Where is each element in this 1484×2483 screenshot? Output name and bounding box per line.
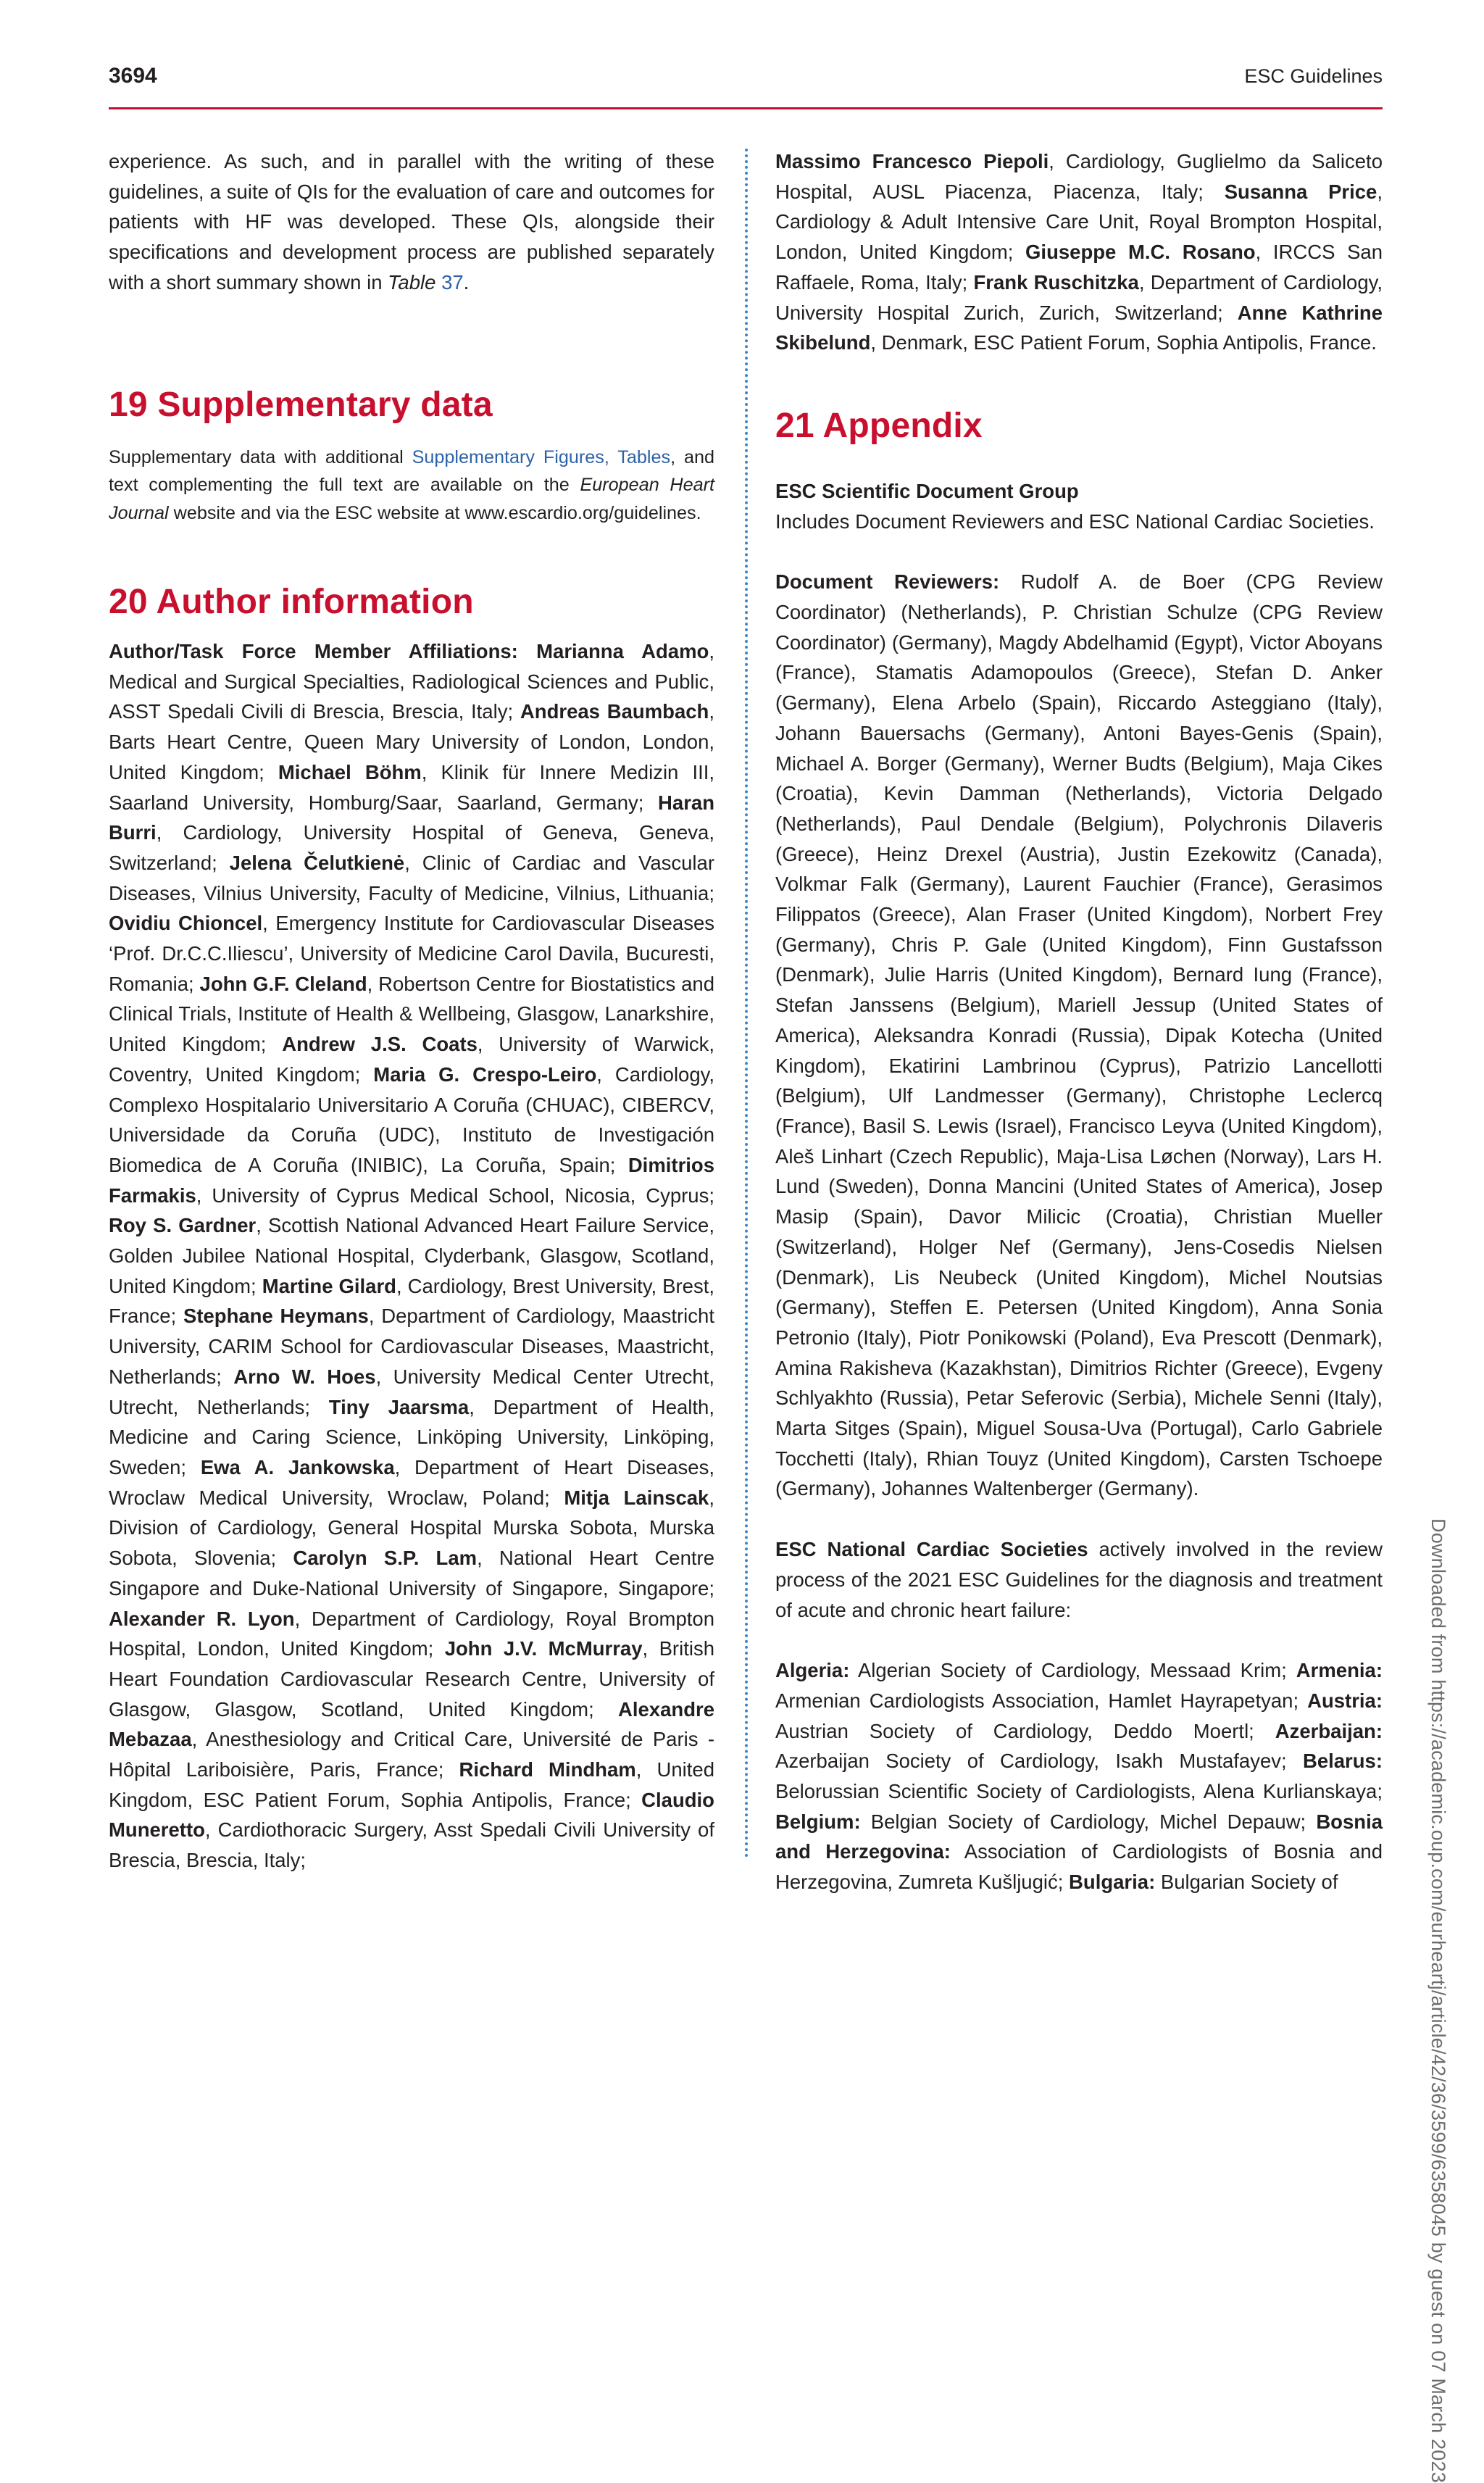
author-affiliation: , Department of Heart Diseases, Wroclaw Medical University, Wroclaw, Poland; (109, 1456, 714, 1509)
author-name: Maria G. Crespo-Leiro (373, 1062, 597, 1086)
author-name: Arno W. Hoes (233, 1365, 376, 1388)
table-37-link[interactable]: 37 (441, 270, 464, 294)
author-affiliation: , University Medical Center Utrecht, Utrecht, Netherlands; (109, 1365, 715, 1418)
page-number: 3694 (109, 64, 157, 88)
author-name: John J.V. McMurray (444, 1637, 643, 1660)
society-detail: Belorussian Scientific Society of Cardiologists, Alena Kurlianskaya; (775, 1780, 1383, 1803)
section-20-heading: 20 Author information (109, 583, 474, 622)
author-affiliation: , Klinik für Innere Medizin III, Saarland University, Homburg/Saar, Saarland, Germany; (109, 760, 715, 814)
journal-name: European Heart Journal (109, 475, 715, 523)
page-header (109, 59, 1383, 103)
society-detail: Bulgarian Society of (1155, 1871, 1338, 1894)
author-affiliation: , Robertson Centre for Biostatistics and Clinical Trials, Institute of Health & Wellbeing, Glasgow, Lanarkshire, United Kingdom; (109, 972, 715, 1056)
society-detail: Belgian Society of Cardiology, Michel Depauw; (860, 1810, 1317, 1833)
author-name: Frank Ruschitzka (973, 270, 1139, 294)
section-19-heading: 19 Supplementary data (109, 385, 493, 424)
author-affiliation: , United Kingdom, ESC Patient Forum, Sophia Antipolis, France; (109, 1758, 714, 1811)
author-name: Haran Burri (109, 791, 714, 844)
author-name: Roy S. Gardner (109, 1214, 257, 1237)
author-name: Anne Kathrine Skibelund (775, 301, 1383, 354)
author-name: Mitja Lainscak (564, 1486, 709, 1509)
society-country: Belarus: (1302, 1750, 1383, 1773)
left-column (109, 146, 714, 1876)
header-rule (109, 107, 1383, 109)
society-country: Algeria: (775, 1659, 850, 1682)
author-affiliation: , Medical and Surgical Specialties, Radiological Sciences and Public, ASST Spedali Civili di Brescia, Brescia, Italy; (109, 640, 714, 723)
author-affiliation: , Cardiology & Adult Intensive Care Unit, Royal Brompton Hospital, London, United Kingdom; (775, 180, 1383, 264)
author-affiliation: , Cardiology, Complexo Hospitalario Universitario A Coruña (CHUAC), CIBERCV, Universidade da Coruña (UDC), Instituto de Investigación Biomedica de A Coruña (INIBIC), La Coruña, Spain; (109, 1062, 714, 1176)
author-affiliation: , Emergency Institute for Cardiovascular Diseases ‘Prof. Dr.C.C.Iliescu’, University of Medicine Carol Davila, Bucuresti, Romania; (109, 912, 714, 995)
author-affiliation: , Barts Heart Centre, Queen Mary University of London, London, United Kingdom; (109, 700, 714, 783)
intro-paragraph: experience. As such, and in parallel with the writing of these guidelines, a suite of QIs for the evaluation of care and outcomes for patients with HF was developed. These QIs, alongside their specifications and development process are published separately with a short summary shown in Table 37. (109, 150, 714, 294)
author-name: Martine Gilard (262, 1274, 396, 1297)
author-name: Dimitrios Farmakis (109, 1153, 714, 1207)
document-group-title: ESC Scientific Document Group (775, 479, 1079, 502)
section-21-heading: 21 Appendix (775, 406, 983, 445)
author-name: Richard Mindham (459, 1758, 636, 1781)
author-affiliation: , British Heart Foundation Cardiovascular Research Centre, University of Glasgow, Glasgow, Scotland, United Kingdom; (109, 1637, 714, 1721)
download-watermark: Downloaded from https://academic.oup.com/eurheartj/article/42/36/3599/6358045 by guest on 07 March 2023 (1427, 1518, 1449, 2483)
document-group (775, 476, 1383, 536)
running-title: ESC Guidelines (1244, 65, 1383, 87)
author-name: Ewa A. Jankowska (200, 1456, 395, 1478)
society-country: Azerbaijan: (1275, 1719, 1383, 1742)
affiliations-label: Author/Task Force Member Affiliations: (109, 640, 518, 663)
author-affiliation: , Department of Health, Medicine and Caring Science, Linköping University, Linköping, Sweden; (109, 1395, 714, 1478)
table-ref-word: Table (388, 270, 436, 294)
society-country: Austria: (1307, 1689, 1383, 1712)
society-detail: Algerian Society of Cardiology, Messaad Krim; (849, 1659, 1296, 1682)
author-name: Andrew J.S. Coats (282, 1033, 478, 1056)
supplementary-paragraph: Supplementary data with additional Supplementary Figures, Tables, and text complementing the full text are available on the European Heart Journal website and via the ESC website at www.escardio.org/guidelines. (109, 446, 715, 523)
supplementary-link[interactable]: Supplementary Figures, Tables (412, 446, 671, 467)
society-detail: Association of Cardiologists of Bosnia and Herzegovina, Zumreta Kušljugić; (775, 1840, 1383, 1894)
national-societies-intro: ESC National Cardiac Societies actively involved in the review process of the 2021 ESC Guidelines for the diagnosis and treatment of acute and chronic heart failure: (775, 1538, 1383, 1621)
author-affiliation: , Cardiothoracic Surgery, Asst Spedali Civili University of Brescia, Brescia, Italy; (109, 1818, 714, 1872)
author-name: Jelena Čelutkienė (229, 851, 405, 874)
author-affiliation: , Department of Cardiology, University Hospital Zurich, Zurich, Switzerland; (775, 270, 1383, 324)
author-name: Carolyn S.P. Lam (293, 1547, 478, 1570)
society-country: Bosnia and Herzegovina: (775, 1810, 1383, 1863)
author-name: Alexandre Mebazaa (109, 1697, 714, 1751)
society-country: Belgium: (775, 1810, 861, 1833)
author-affiliation: , Department of Cardiology, Maastricht University, CARIM School for Cardiovascular Diseases, Maastricht, Netherlands; (109, 1305, 714, 1388)
author-affiliation: , Division of Cardiology, General Hospital Murska Sobota, Murska Sobota, Slovenia; (109, 1486, 714, 1570)
society-detail: Azerbaijan Society of Cardiology, Isakh Mustafayev; (775, 1750, 1303, 1773)
author-affiliation: , University of Warwick, Coventry, United Kingdom; (109, 1033, 714, 1086)
author-name: Michael Böhm (278, 760, 422, 783)
author-affiliation: , Cardiology, Guglielmo da Saliceto Hospital, AUSL Piacenza, Piacenza, Italy; (775, 150, 1383, 203)
society-detail: Austrian Society of Cardiology, Deddo Moertl; (775, 1719, 1275, 1742)
society-country: Bulgaria: (1069, 1871, 1156, 1894)
society-detail: Armenian Cardiologists Association, Hamlet Hayrapetyan; (775, 1689, 1308, 1712)
author-name: Andreas Baumbach (520, 700, 709, 723)
author-name: Alexander R. Lyon (109, 1607, 295, 1630)
author-affiliation: , Department of Cardiology, Royal Brompton Hospital, London, United Kingdom; (109, 1607, 714, 1660)
column-divider (745, 149, 748, 1859)
author-affiliation: , Clinic of Cardiac and Vascular Diseases, Vilnius University, Faculty of Medicine, Vilnius, Lithuania; (109, 851, 714, 904)
author-name: Giuseppe M.C. Rosano (1025, 241, 1256, 264)
author-affiliations (109, 636, 714, 1876)
author-name: John G.F. Cleland (199, 972, 367, 995)
author-affiliation: , Anesthesiology and Critical Care, Université de Paris - Hôpital Lariboisière, Paris, France; (109, 1728, 714, 1781)
author-affiliation: , Cardiology, University Hospital of Geneva, Geneva, Switzerland; (109, 821, 714, 874)
national-societies-list (775, 1655, 1383, 1897)
author-name: Claudio Muneretto (109, 1788, 714, 1842)
document-reviewers (775, 567, 1383, 1504)
author-affiliation: , IRCCS San Raffaele, Roma, Italy; (775, 241, 1383, 294)
author-affiliation: , Denmark, ESC Patient Forum, Sophia Antipolis, France. (870, 331, 1377, 354)
author-affiliation: , Cardiology, Brest University, Brest, France; (109, 1274, 714, 1328)
author-affiliation: , National Heart Centre Singapore and Duke-National University of Singapore, Singapore; (109, 1547, 714, 1600)
right-column (775, 146, 1383, 1897)
author-name: Stephane Heymans (183, 1305, 369, 1328)
author-name: Massimo Francesco Piepoli (775, 150, 1049, 172)
author-affiliation: , Scottish National Advanced Heart Failure Service, Golden Jubilee National Hospital, Clyderbank, Glasgow, Scotland, United Kingdom; (109, 1214, 714, 1297)
author-name: Susanna Price (1224, 180, 1377, 203)
reviewers-label: Document Reviewers: (775, 570, 1000, 594)
author-affiliations-continued (775, 146, 1383, 358)
author-name: Tiny Jaarsma (328, 1395, 470, 1418)
author-name: Ovidiu Chioncel (109, 912, 263, 935)
author-affiliation: , University of Cyprus Medical School, Nicosia, Cyprus; (196, 1184, 714, 1207)
reviewers-list: Rudolf A. de Boer (CPG Review Coordinator) (Netherlands), P. Christian Schulze (CPG Review Coordinator) (Germany), Magdy Abdelhamid (Egypt), Victor Aboyans (France), Stamatis Adamopoulos (Greece), Stefan D. Anker (Germany), Elena Arbelo (Spain), Riccardo Asteggiano (Italy), Johann Bauersachs (Germany), Antoni Bayes-Genis (Spain), Michael A. Borger (Germany), Werner Budts (Belgium), Maja Cikes (Croatia), Kevin Damman (Netherlands), Victoria Delgado (Netherlands), Paul Dendale (Belgium), Polychronis Dilaveris (Greece), Heinz Drexel (Austria), Justin Ezekowitz (Canada), Volkmar Falk (Germany), Laurent Fauchier (France), Gerasimos Filippatos (Greece), Alan Fraser (United Kingdom), Norbert Frey (Germany), Chris P. Gale (United Kingdom), Finn Gustafsson (Denmark), Julie Harris (United Kingdom), Bernard Iung (France), Stefan Janssens (Belgium), Mariell Jessup (United States of America), Aleksandra Konradi (Russia), Dipak Kotecha (United Kingdom), Ekatirini Lambrinou (Cyprus), Patrizio Lancellotti (Belgium), Ulf Landmesser (Germany), Christophe Leclercq (France), Basil S. Lewis (Israel), Francisco Leyva (United Kingdom), Aleš Linhart (Czech Republic), Maja-Lisa Løchen (Norway), Lars H. Lund (Sweden), Donna Mancini (United States of America), Josep Masip (Spain), Davor Milicic (Croatia), Christian Mueller (Switzerland), Holger Nef (Germany), Jens-Cosedis Nielsen (Denmark), Lis Neubeck (United Kingdom), Michel Noutsias (Germany), Steffen E. Petersen (United Kingdom), Anna Sonia Petronio (Italy), Piotr Ponikowski (Poland), Eva Prescott (Denmark), Amina Rakisheva (Kazakhstan), Dimitrios Richter (Greece), Evgeny Schlyakhto (Russia), Petar Seferovic (Serbia), Michele Senni (Italy), Marta Sitges (Spain), Miguel Sousa-Uva (Portugal), Carlo Gabriele Tocchetti (Italy), Rhian Touyz (United Kingdom), Carsten Tschoepe (Germany), Johannes Waltenberger (Germany). (775, 570, 1383, 1500)
societies-label: ESC National Cardiac Societies (775, 1538, 1088, 1561)
author-name: Marianna Adamo (536, 640, 709, 663)
document-group-desc: Includes Document Reviewers and ESC National Cardiac Societies. (775, 510, 1375, 533)
society-country: Armenia: (1296, 1659, 1383, 1682)
